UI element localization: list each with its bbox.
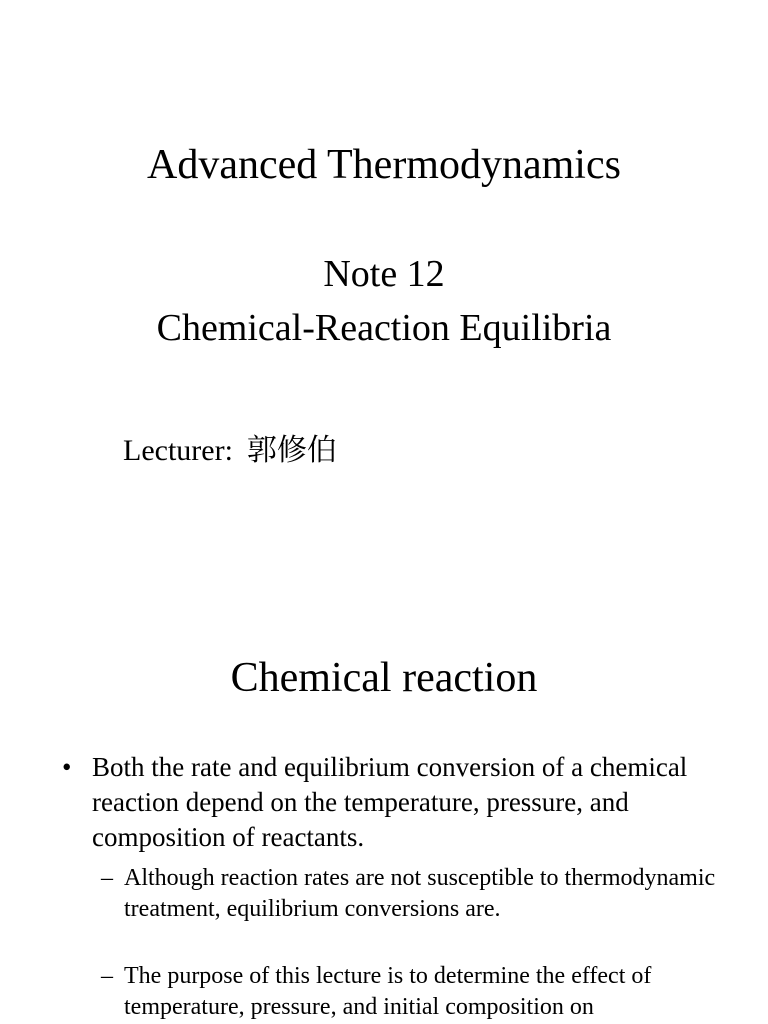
bullet-item	[62, 750, 722, 855]
slide-title: Chemical reaction	[230, 655, 538, 701]
course-title: Advanced Thermodynamics	[147, 142, 621, 188]
bullet-marker: •	[62, 752, 72, 782]
sub-bullet-marker: –	[101, 963, 113, 989]
note-number: Note 12	[323, 253, 445, 295]
sub-bullet-marker: –	[101, 865, 113, 891]
lecturer-line	[123, 431, 337, 471]
sub-bullet-item	[101, 961, 731, 1023]
note-subtitle	[0, 250, 768, 352]
content-slide	[0, 600, 768, 1024]
lecturer-label: Lecturer:	[123, 434, 233, 467]
sub-bullet-text: Although reaction rates are not susceptible to thermodynamic treatment, equilibrium conversions are.	[124, 865, 716, 922]
sub-bullet-text: The purpose of this lecture is to determine the effect of temperature, pressure, and initial composition on	[124, 963, 652, 1020]
lecturer-name: 郭修伯	[246, 433, 337, 468]
note-topic: Chemical-Reaction Equilibria	[156, 307, 612, 349]
bullet-text: Both the rate and equilibrium conversion of a chemical reaction depend on the temperature, pressure, and composition of reactants.	[92, 752, 688, 852]
sub-bullet-item	[101, 863, 731, 925]
